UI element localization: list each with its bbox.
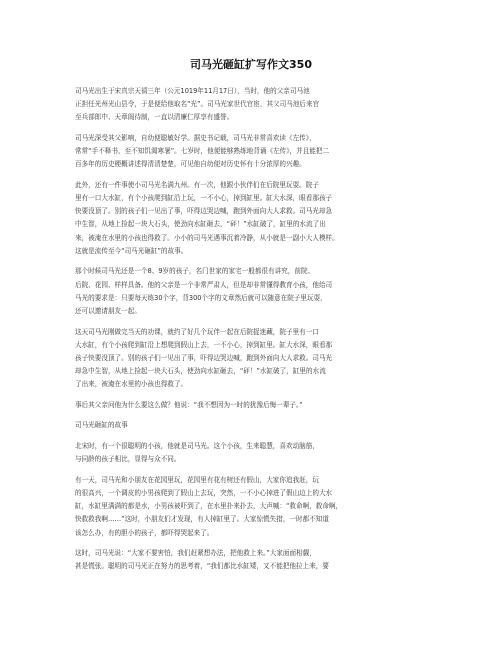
paragraph	[75, 474, 435, 540]
text-line: 后院、花园、样样具备。他的父亲是一个非常严肃人，但是却非常懂得教育小孩，他给司	[75, 280, 333, 289]
text-line: 快救救我啊……”这时，小朋友们才发现，有人掉缸里了。大家惊慌失措，一时都不知道	[75, 515, 329, 524]
paragraph	[75, 179, 435, 258]
text-line: 中生智，从地上捡起一块大石头，使劲向水缸砸去，“砰！”水缸破了，缸里的水流了出	[75, 220, 326, 229]
text-line: 却急中生智，从地上捡起一块大石头，使劲向水缸砸去，“砰！”水缸破了，缸里的水流	[75, 367, 326, 376]
paragraph	[75, 85, 435, 125]
paragraph	[75, 265, 435, 318]
text-line: 缸，水缸里满满的都是水，小男孩被吓到了，在水里扑来扑去，大声喊：“救命啊，救命啊，	[75, 502, 343, 511]
text-line: 事后其父亲问他为什么要这么做？他说：“我不想因为一时的犹豫后悔一辈子。”	[75, 400, 303, 409]
text-line: 里有一口大水缸，有个小孩爬到缸沿上玩，一不小心，掉到缸里。缸大水深，眼看那孩子	[75, 194, 333, 203]
text-line: 此外，还有一件事使小司马光名满九州。有一次，他跟小伙伴们在后院里玩耍。院子	[75, 180, 319, 189]
text-line: 与同龄的孩子相比，显得与众不同。	[75, 455, 181, 464]
text-line: 孩子快要没顶了。别的孩子们一见出了事，吓得边哭边喊，跑到外面向大人求救。司马光	[75, 353, 333, 362]
text-line: 了出来，被淹在水里的小孩也得救了。	[75, 380, 188, 389]
text-line: 来，被淹在水里的小孩也得救了。小小的司马光遇事沉着冷静，从小就是一副小大人模样。	[75, 233, 339, 242]
text-line: 的很高兴，一个调皮的小男孩爬到了假山上去玩，突然，一不小心掉进了假山边上的大水	[75, 489, 333, 497]
paragraph	[75, 399, 435, 412]
text-line: 快要没顶了。别的孩子们一见出了事，吓得边哭边喊，跑到外面向大人求救。司马光却急	[75, 207, 333, 216]
text-line: 马光的要求是：只要每天练30个字，背300个字的文章然后就可以随意在院子里玩耍，	[75, 293, 327, 302]
document-body	[75, 85, 435, 581]
text-line: 这天司马光刚做完当天的功课，就约了好几个玩伴一起在后院捉迷藏，院子里有一口	[75, 327, 319, 336]
text-line: 有一天，司马光和小朋友在花园里玩，花园里有花有树还有假山，大家你追我赶，玩	[75, 475, 319, 484]
text-line: 司马光砸缸的故事	[75, 421, 128, 430]
text-line: 这时，司马光说：“大家不要害怕，我们赶紧想办法，把他救上来。”大家面面相觑，	[75, 549, 316, 558]
paragraph	[75, 440, 435, 466]
text-line: 至兵部郎中、天章阁待制，一直以清廉仁厚享有盛誉。	[75, 113, 234, 122]
text-line: 北宋时，有一个很聪明的小孩，他就是司马光。这个小孩，生来聪慧，喜欢动脑筋，	[75, 442, 319, 451]
text-line: 正担任光州光山县令，于是便给他取名“光”。司马光家世代官宦，其父司马池后来官	[75, 100, 320, 109]
text-line: 司马光深受其父影响，自幼便聪敏好学。据史书记载，司马光非常喜欢读《左传》，	[75, 133, 316, 142]
text-line: 百多年的历史梗概讲述得清清楚楚，可见他自幼便对历史怀有十分浓厚的兴趣。	[75, 160, 306, 169]
document-title: 司马光砸缸扩写作文350	[190, 58, 312, 71]
paragraph	[75, 326, 435, 392]
paragraph	[75, 547, 435, 573]
text-line: 该怎么办，有的胆小的孩子，都吓得哭起来了。	[75, 528, 214, 537]
text-line: 还可以邀请朋友一起。	[75, 306, 141, 315]
text-line: 甚是慌张。聪明的司马光正在努力的思考着，“我们都比水缸矮，又不能把他拉上来，要	[75, 562, 329, 571]
text-line: 这就是流传至今“司马光砸缸”的故事。	[75, 246, 188, 255]
text-line: 那个时候司马光还是一个8、9岁的孩子，名门世家的家宅一般都很有讲究，前院、	[75, 267, 315, 276]
paragraph	[75, 132, 435, 172]
text-line: 常常“手不释书，至不知饥渴寒暑”。七岁时，他便能够熟练地背诵《左传》，并且能把二	[75, 147, 330, 156]
text-line: 大水缸，有个小孩爬到缸沿上想爬到假山上去，一不小心，掉到缸里。缸大水深，眼看那	[75, 340, 333, 349]
paragraph	[75, 419, 435, 432]
text-line: 司马光出生于宋真宗天禧三年（公元1019年11月17日），当时，他的父亲司马池	[75, 87, 310, 95]
